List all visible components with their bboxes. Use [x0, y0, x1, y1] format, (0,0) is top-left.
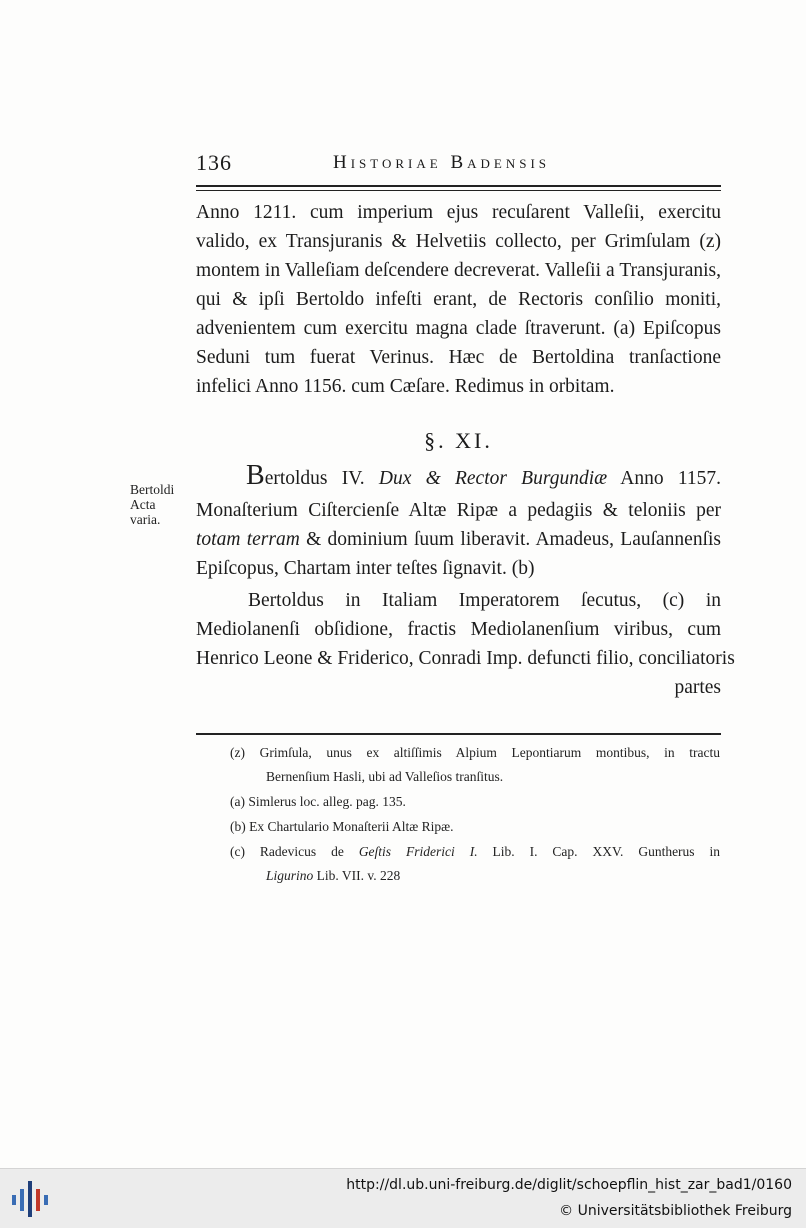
- margin-note-line: varia.: [130, 512, 161, 527]
- footnote-c-continued: [266, 868, 720, 884]
- footer-bar: [0, 1168, 806, 1228]
- text-span-italic: Geſtis Friderici I.: [358, 844, 478, 859]
- text-line: qui & ipſi Bertoldo infeſti erant, de Rectoris conſilio moniti,: [196, 289, 721, 310]
- text-line: valido, ex Transjuranis & Helvetiis collecto, per Grimſulam (z): [196, 231, 721, 252]
- running-head: Historiae Badensis: [333, 152, 551, 173]
- text-span-italic: Ligurino: [266, 868, 314, 883]
- text-span: ertoldus IV.: [264, 468, 365, 489]
- footnote-c: [230, 844, 720, 860]
- text-span-italic: Dux & Rector Burgundiæ: [378, 468, 608, 489]
- page-header: [196, 150, 721, 180]
- text-span: Lib. I. Cap. XXV. Guntherus in: [492, 844, 721, 859]
- text-line: Epiſcopus, Chartam inter teſtes ſignavit. (b): [196, 558, 535, 579]
- text-line: Henrico Leone & Friderico, Conradi Imp. defuncti filio, conciliatoris: [196, 648, 735, 669]
- copyright-notice: © Universitätsbibliothek Freiburg: [559, 1203, 792, 1219]
- document-url-link[interactable]: http://dl.ub.uni-freiburg.de/diglit/schoepflin_hist_zar_bad1/0160: [346, 1177, 792, 1193]
- text-line: montem in Valleſiam deſcendere decreverat. Valleſii a Transjuranis,: [196, 260, 721, 281]
- header-rule: [196, 185, 721, 187]
- footnote-z: (z) Grimſula, unus ex altiſſimis Alpium Lepontiarum montibus, in tractu: [230, 745, 720, 760]
- text-line: advenientem cum exercitu magna clade ſtraverunt. (a) Epiſcopus: [196, 318, 721, 339]
- footnote-z-continued: Bernenſium Hasli, ubi ad Valleſios tranſitus.: [266, 769, 504, 784]
- catchword: partes: [674, 677, 721, 698]
- text-line: Monaſterium Ciſtercienſe Altæ Ripæ a pedagiis & teloniis per: [196, 500, 721, 521]
- header-rule-thin: [196, 190, 721, 191]
- text-line: Seduni tum fuerat Verinus. Hæc de Bertoldina tranſactione: [196, 347, 721, 368]
- footnote-rule: [196, 733, 721, 735]
- text-span: (c) Radevicus de: [230, 844, 344, 859]
- text-line: infelici Anno 1156. cum Cæſare. Redimus in orbitam.: [196, 376, 615, 397]
- text-line: [246, 460, 721, 497]
- text-line: Mediolanenſi obſidione, fractis Mediolanenſium viribus, cum: [196, 619, 721, 640]
- text-span: & dominium ſuum liberavit. Amadeus, Lauſannenſis: [306, 529, 721, 550]
- drop-cap: B: [246, 460, 265, 491]
- text-span: Anno 1157.: [620, 468, 721, 489]
- page-number: 136: [196, 150, 232, 175]
- footnote-a: (a) Simlerus loc. alleg. pag. 135.: [230, 794, 406, 809]
- ub-freiburg-logo-icon[interactable]: [10, 1179, 50, 1219]
- margin-note-line: Acta: [130, 497, 156, 512]
- margin-note: [130, 482, 174, 527]
- text-span-italic: totam terram: [196, 529, 300, 550]
- text-span: Lib. VII. v. 228: [316, 868, 401, 883]
- footnote-b: (b) Ex Chartulario Monaſterii Altæ Ripæ.: [230, 819, 454, 834]
- text-line: Bertoldus in Italiam Imperatorem ſecutus, (c) in: [248, 590, 721, 611]
- text-line: [196, 529, 721, 558]
- section-heading: §. XI.: [424, 428, 493, 453]
- text-line: Anno 1211. cum imperium ejus recuſarent Valleſii, exercitu: [196, 202, 721, 223]
- margin-note-line: Bertoldi: [130, 482, 175, 497]
